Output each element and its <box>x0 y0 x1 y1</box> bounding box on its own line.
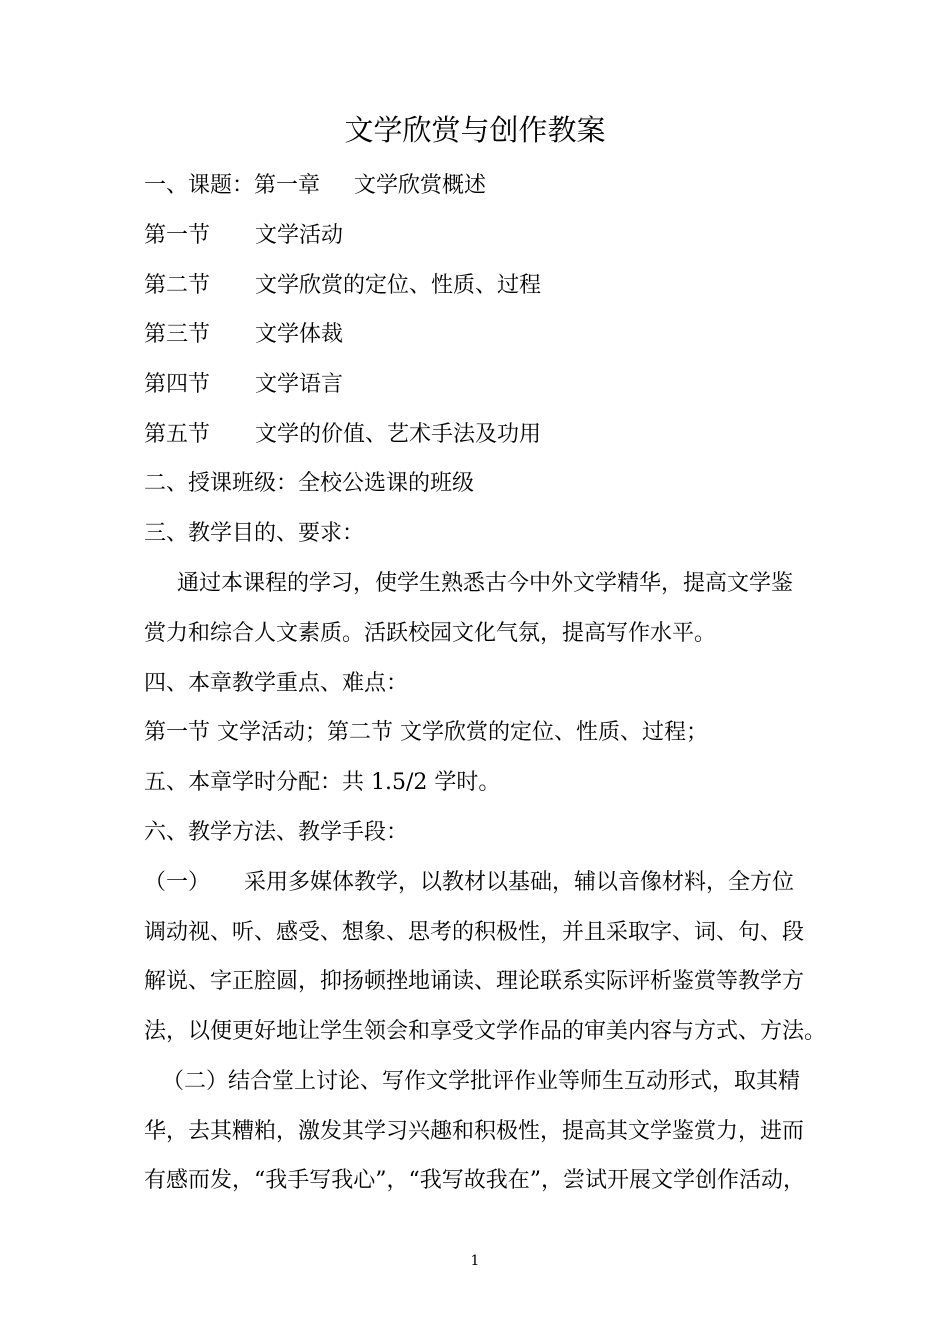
method-one-paragraph-line: 调动视、听、感受、想象、思考的积极性，并且采取字、词、句、段 <box>144 920 805 945</box>
key-points-line: 第一节 文学活动；第二节 文学欣赏的定位、性质、过程； <box>144 720 708 745</box>
section-title: 文学体裁 <box>255 322 344 347</box>
class-info-line: 二、授课班级：全校公选课的班级 <box>144 471 475 496</box>
purpose-paragraph-line: 通过本课程的学习，使学生熟悉古今中外文学精华，提高文学鉴 <box>177 571 794 596</box>
section-number: 第五节 <box>144 422 211 447</box>
method-one-text: 采用多媒体教学，以教材以基础，辅以音像材料，全方位 <box>244 870 795 895</box>
method-one-label: （一） <box>144 870 211 895</box>
purpose-heading: 三、教学目的、要求： <box>144 521 365 546</box>
lesson-topic-label: 一、课题：第一章 <box>144 173 321 198</box>
section-number: 第四节 <box>144 372 211 397</box>
section-number: 第二节 <box>144 273 211 298</box>
section-line <box>144 320 343 350</box>
purpose-paragraph-line: 赏力和综合人文素质。活跃校园文化气氛，提高写作水平。 <box>144 621 717 646</box>
section-title: 文学活动 <box>255 223 344 248</box>
section-number: 第三节 <box>144 322 211 347</box>
section-title: 文学语言 <box>255 372 344 397</box>
method-one-paragraph-line: 解说、字正腔圆，抑扬顿挫地诵读、理论联系实际评析鉴赏等教学方 <box>144 969 805 994</box>
section-number: 第一节 <box>144 223 211 248</box>
method-one-paragraph-line: 法，以便更好地让学生领会和享受文学作品的审美内容与方式、方法。 <box>144 1019 827 1044</box>
section-line <box>144 420 541 450</box>
section-title: 文学的价值、艺术手法及功用 <box>255 422 542 447</box>
key-points-heading: 四、本章教学重点、难点： <box>144 671 409 696</box>
section-line <box>144 221 343 251</box>
chapter-title: 文学欣赏概述 <box>354 173 487 198</box>
lesson-topic-line <box>144 171 486 201</box>
hours-line: 五、本章学时分配：共 1.5/2 学时。 <box>144 770 501 795</box>
section-line <box>144 271 541 301</box>
method-two-paragraph-line: 华，去其糟粕，激发其学习兴趣和积极性，提高其文学鉴赏力，进而 <box>144 1119 805 1144</box>
method-one-line <box>144 868 794 898</box>
document-title: 文学欣赏与创作教案 <box>344 113 606 147</box>
methods-heading: 六、教学方法、教学手段： <box>144 820 409 845</box>
method-two-line: （二）结合堂上讨论、写作文学批评作业等师生互动形式，取其精 <box>162 1069 801 1094</box>
page-number: 1 <box>470 1253 480 1269</box>
method-two-paragraph-line: 有感而发，“我手写我心”，“我写故我在”，尝试开展文学创作活动， <box>144 1168 805 1193</box>
section-line <box>144 370 343 400</box>
section-title: 文学欣赏的定位、性质、过程 <box>255 273 542 298</box>
